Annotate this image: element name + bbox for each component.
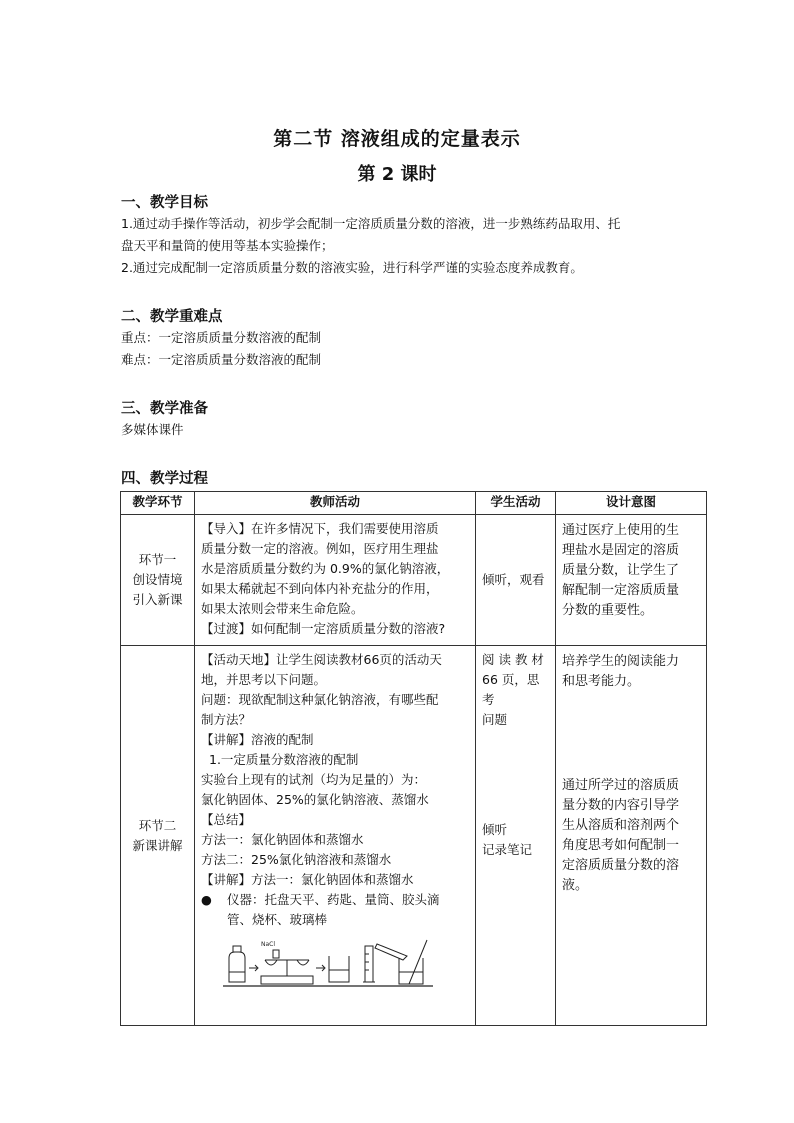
goals-heading: 一、教学目标 bbox=[121, 195, 208, 211]
key-point: 重点：一定溶质质量分数溶液的配制 bbox=[121, 330, 322, 345]
bottle-stopper-icon bbox=[233, 946, 241, 952]
reagent-bottle-icon bbox=[229, 952, 245, 982]
intent-line: 量分数的内容引导学 bbox=[562, 798, 680, 813]
key-points-list bbox=[121, 327, 321, 371]
teacher-line: 方法一：氯化钠固体和蒸馏水 bbox=[201, 832, 364, 847]
intent-line: 分数的重要性。 bbox=[562, 603, 654, 618]
teacher-line: 如果太稀就起不到向体内补充盐分的作用， bbox=[201, 581, 439, 596]
teacher-line: 地，并思考以下问题。 bbox=[201, 672, 327, 687]
intent-line: 理盐水是固定的溶质 bbox=[562, 543, 680, 558]
student-activity-cell bbox=[476, 515, 556, 646]
stage-line: 创设情境 bbox=[132, 572, 183, 587]
student-line: 问题 bbox=[482, 712, 508, 727]
design-intent-cell bbox=[556, 646, 707, 1026]
student-line: 阅 读 教 材 bbox=[482, 652, 544, 667]
header-student-activity: 学生活动 bbox=[476, 492, 556, 515]
header-design-intent: 设计意图 bbox=[556, 492, 707, 515]
teacher-line: 氯化钠固体、25%的氯化钠溶液、蒸馏水 bbox=[201, 792, 429, 807]
preparation-heading: 三、教学准备 bbox=[121, 401, 208, 417]
intent-line: 解配制一定溶质质量 bbox=[562, 583, 680, 598]
measuring-cylinder-icon bbox=[363, 946, 375, 982]
teacher-line: 水是溶质质量分数约为 0.9%的氯化钠溶液， bbox=[201, 561, 450, 576]
table-row bbox=[121, 646, 707, 1026]
stage-cell bbox=[121, 646, 195, 1026]
difficult-point: 难点：一定溶质质量分数溶液的配制 bbox=[121, 352, 322, 367]
intent-line: 定溶质质量分数的溶 bbox=[562, 858, 680, 873]
bullet-dot-icon: ● bbox=[201, 892, 212, 907]
teacher-line: 【活动天地】让学生阅读教材66页的活动天 bbox=[201, 652, 442, 667]
pouring-cylinder-icon bbox=[375, 944, 407, 960]
nacl-label: NaCl bbox=[261, 941, 276, 948]
teacher-line: 【导入】在许多情况下，我们需要使用溶质 bbox=[201, 521, 439, 536]
glass-rod-icon bbox=[409, 940, 427, 984]
intent-line: 通过所学过的溶质质 bbox=[562, 778, 680, 793]
teacher-line: 制方法？ bbox=[201, 712, 252, 727]
teacher-line: 质量分数一定的溶液。例如，医疗用生理盐 bbox=[201, 541, 439, 556]
stage-line: 新课讲解 bbox=[132, 837, 183, 853]
key-points-heading: 二、教学重难点 bbox=[121, 309, 223, 325]
design-intent-cell bbox=[556, 515, 707, 646]
beaker-icon bbox=[329, 956, 349, 982]
goal-line: 盘天平和量筒的使用等基本实验操作； bbox=[121, 238, 334, 253]
teacher-line: 【总结】 bbox=[201, 812, 252, 827]
instrument-bullet bbox=[201, 890, 469, 930]
teacher-activity-cell bbox=[195, 646, 476, 1026]
teaching-process-table bbox=[120, 491, 707, 1026]
lab-apparatus-illustration bbox=[223, 934, 435, 990]
student-line: 记录笔记 bbox=[482, 842, 533, 857]
student-line: 倾听，观看 bbox=[482, 572, 545, 587]
teacher-line: 实验台上现有的试剂（均为足量的）为： bbox=[201, 772, 427, 787]
goals-list bbox=[121, 213, 620, 279]
table-row bbox=[121, 515, 707, 646]
intent-line: 生从溶质和溶剂两个 bbox=[562, 818, 680, 833]
teacher-line: 如果太浓则会带来生命危险。 bbox=[201, 601, 364, 616]
teacher-line: 问题：现欲配制这种氯化钠溶液，有哪些配 bbox=[201, 692, 439, 707]
bullet-text bbox=[227, 890, 440, 930]
teacher-line: 方法二：25%氯化钠溶液和蒸馏水 bbox=[201, 852, 392, 867]
intent-line: 和思考能力。 bbox=[562, 674, 641, 689]
bullet-line: 仪器：托盘天平、药匙、量筒、胶头滴 bbox=[227, 892, 440, 907]
teacher-activity-cell bbox=[195, 515, 476, 646]
preparation-text: 多媒体课件 bbox=[121, 422, 184, 437]
stage-line: 环节一 bbox=[138, 552, 177, 567]
student-activity-cell bbox=[476, 646, 556, 1026]
stage-line: 引入新课 bbox=[132, 592, 183, 607]
student-line: 66 页，思考 bbox=[482, 672, 540, 707]
intent-line: 质量分数，让学生了 bbox=[562, 563, 680, 578]
header-stage: 教学环节 bbox=[121, 492, 195, 515]
intent-line: 液。 bbox=[562, 878, 589, 893]
document-subtitle: 第 2 课时 bbox=[357, 164, 437, 185]
header-teacher-activity: 教师活动 bbox=[195, 492, 476, 515]
process-heading: 四、教学过程 bbox=[121, 471, 208, 487]
intent-line: 角度思考如何配制一 bbox=[562, 838, 680, 853]
student-line: 倾听 bbox=[482, 822, 508, 837]
document-title: 第二节 溶液组成的定量表示 bbox=[273, 128, 521, 150]
table-header-row bbox=[121, 492, 707, 515]
teacher-line: 【讲解】方法一：氯化钠固体和蒸馏水 bbox=[201, 872, 414, 887]
bullet-line: 管、烧杯、玻璃棒 bbox=[227, 912, 328, 927]
intent-line: 培养学生的阅读能力 bbox=[562, 654, 680, 669]
intent-line: 通过医疗上使用的生 bbox=[562, 523, 680, 538]
teacher-line: 【讲解】溶液的配制 bbox=[201, 732, 314, 747]
teacher-line: 1.一定质量分数溶液的配制 bbox=[209, 752, 359, 767]
stage-line: 环节二 bbox=[138, 817, 177, 833]
teacher-line: 【过渡】如何配制一定溶质质量分数的溶液? bbox=[201, 621, 446, 636]
goal-line: 1.通过动手操作等活动，初步学会配制一定溶质质量分数的溶液，进一步熟练药品取用、托 bbox=[121, 216, 621, 231]
goal-line: 2.通过完成配制一定溶质质量分数的溶液实验，进行科学严谨的实验态度养成教育。 bbox=[121, 260, 583, 275]
balance-icon bbox=[261, 950, 313, 984]
stage-cell bbox=[121, 515, 195, 646]
